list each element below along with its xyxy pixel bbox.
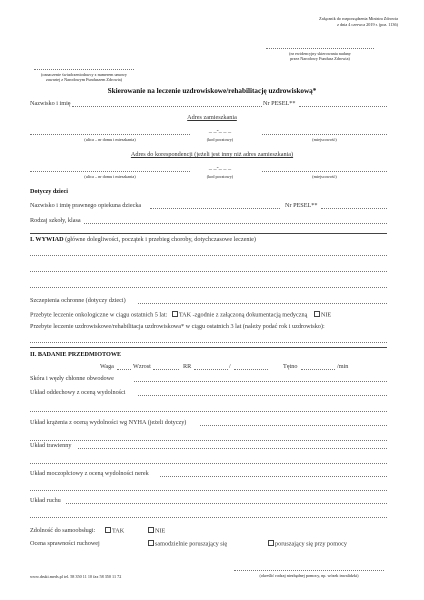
selfcare-no-option <box>148 527 165 535</box>
digestive-label: Układ trawienny <box>30 442 72 449</box>
oncology-label: Przebyte leczenie onkologiczne w ciągu ostatnich 5 lat: <box>30 311 168 319</box>
postcode-mask[interactable]: _ _-_ _ _ <box>208 127 232 134</box>
child-heading: Dotyczy dzieci <box>30 188 68 195</box>
skin-label: Skóra i węzły chłonne obwodowe <box>30 375 114 382</box>
school-label: Rodzaj szkoły, klasa <box>30 217 81 224</box>
patient-pesel-field[interactable] <box>299 106 387 107</box>
oncology-no-checkbox[interactable] <box>314 311 320 317</box>
oncology-row <box>30 311 331 319</box>
selfcare-yes-label: TAK <box>112 527 125 535</box>
guardian-field[interactable] <box>150 208 280 209</box>
mobility-opt2-checkbox[interactable] <box>268 540 274 546</box>
corr-city-field[interactable] <box>262 171 387 172</box>
city-field[interactable] <box>262 134 387 135</box>
height-field[interactable] <box>153 369 179 370</box>
circulatory-field[interactable] <box>200 425 387 426</box>
previous-treatment-field[interactable] <box>30 342 387 343</box>
footer-contact: www.druki.meds.pl tel. 58 350 11 10 fax 58 350 11 72 <box>30 574 122 579</box>
interview-line-3[interactable] <box>30 287 387 288</box>
height-label: Wzrost <box>133 363 151 370</box>
patient-pesel-label: Nr PESEL** <box>263 100 296 107</box>
corr-street-caption: (ulica – nr domu i mieszkania) <box>84 174 136 179</box>
selfcare-yes-option <box>105 527 124 535</box>
urogenital-field[interactable] <box>160 476 387 477</box>
patient-name-label: Nazwisko i imię <box>30 100 71 107</box>
guardian-label: Nazwisko i imię prawnego opiekuna dziecka <box>30 202 142 209</box>
nfz-caption-line1: (nr ewidencyjny skierowania nadany <box>289 51 351 56</box>
street-field[interactable] <box>30 134 190 135</box>
respiratory-label: Układ oddechowy z oceną wydolności <box>30 389 126 396</box>
annex-note-line2: z dnia 4 czerwca 2019 r. (poz. 1136) <box>337 22 398 27</box>
city-caption: (miejscowość) <box>312 137 337 142</box>
guardian-pesel-field[interactable] <box>321 208 387 209</box>
corr-postcode-caption: (kod pocztowy) <box>206 174 234 179</box>
urogenital-field-2[interactable] <box>30 490 387 491</box>
interview-heading-rest: (główne dolegliwości, początek i przebieg choroby, dotychczasowe leczenie) <box>65 236 256 243</box>
selfcare-label: Zdolność do samoobsługi: <box>30 527 96 534</box>
digestive-field-2[interactable] <box>30 463 387 464</box>
vaccination-field[interactable] <box>138 303 387 304</box>
previous-treatment-label: Przebyte leczenie uzdrowiskowe/rehabilitacja uzdrowiskowa* w ciągu ostatnich 3 lat (należy podać rok i uzdrowisko): <box>30 323 325 330</box>
form-title: Skierowanie na leczenie uzdrowiskowe/rehabilitację uzdrowiskową* <box>107 87 317 95</box>
rr-separator: / <box>229 363 231 370</box>
interview-heading <box>30 236 256 243</box>
mobility-opt2-label: poruszający się przy pomocy <box>275 540 347 548</box>
guardian-pesel-label: Nr PESEL** <box>285 202 318 209</box>
oncology-yes-label: TAK -zgodnie z załączoną dokumentacją medyczną <box>178 311 308 319</box>
aid-type-field[interactable] <box>234 570 384 571</box>
nfz-caption-line2: przez Narodowy Fundusz Zdrowia) <box>290 56 350 61</box>
patient-name-field[interactable] <box>72 106 262 107</box>
circulatory-field-2[interactable] <box>30 440 387 441</box>
address-heading: Adres zamieszkania <box>187 114 237 121</box>
pulse-unit: /min <box>337 363 349 370</box>
corr-street-field[interactable] <box>30 171 190 172</box>
corr-city-caption: (miejscowość) <box>312 174 337 179</box>
oncology-no-label: NIE <box>320 311 332 319</box>
circulatory-label: Układ krążenia z oceną wydolności wg NYHA (jeżeli dotyczy) <box>30 419 187 426</box>
pulse-field[interactable] <box>301 369 335 370</box>
correspondence-heading: Adres do korespondencji (jeżeli jest inny niż adres zamieszkania) <box>130 151 294 158</box>
nfz-number-line[interactable] <box>266 48 374 49</box>
section-divider-2 <box>30 347 387 348</box>
interview-line-1[interactable] <box>30 255 387 256</box>
section-divider-1 <box>30 233 387 234</box>
selfcare-no-checkbox[interactable] <box>148 527 154 533</box>
school-field[interactable] <box>84 223 387 224</box>
digestive-field[interactable] <box>78 448 387 449</box>
provider-stamp-line[interactable] <box>34 69 134 70</box>
stamp-caption-line1: (oznaczenie świadczeniodawcy z numerem umowy <box>40 72 128 77</box>
rr-systolic-field[interactable] <box>194 369 228 370</box>
interview-heading-bold: I. WYWIAD <box>30 236 64 243</box>
mobility-label: Ocena sprawności ruchowej <box>30 540 100 547</box>
interview-line-2[interactable] <box>30 271 387 272</box>
respiratory-field[interactable] <box>138 395 387 396</box>
aid-caption: (określić rodzaj niezbędnej pomocy, np. wózek inwalidzki) <box>259 573 359 578</box>
weight-label: Waga <box>100 363 114 370</box>
locomotor-field[interactable] <box>66 503 387 504</box>
urogenital-label: Układ moczopłciowy z oceną wydolności nerek <box>30 470 149 477</box>
mobility-opt1 <box>148 540 227 548</box>
weight-field[interactable] <box>117 369 131 370</box>
rr-label: RR <box>183 363 192 370</box>
oncology-yes-checkbox[interactable] <box>172 311 178 317</box>
selfcare-no-label: NIE <box>155 527 166 535</box>
vaccination-label: Szczepienia ochronne (dotyczy dzieci) <box>30 297 126 304</box>
pulse-label: Tętno <box>283 363 298 370</box>
respiratory-field-2[interactable] <box>30 411 387 412</box>
postcode-caption: (kod pocztowy) <box>206 137 234 142</box>
mobility-opt1-label: samodzielnie poruszający się <box>155 540 228 548</box>
selfcare-yes-checkbox[interactable] <box>105 527 111 533</box>
exam-heading: II. BADANIE PRZEDMIOTOWE <box>30 351 122 358</box>
skin-field[interactable] <box>134 381 387 382</box>
mobility-opt2 <box>268 540 347 548</box>
mobility-opt1-checkbox[interactable] <box>148 540 154 546</box>
rr-diastolic-field[interactable] <box>234 369 268 370</box>
stamp-caption-line2: zawartej z Narodowym Funduszem Zdrowia) <box>45 77 123 82</box>
corr-postcode-mask[interactable]: _ _-_ _ _ <box>208 164 232 171</box>
locomotor-field-2[interactable] <box>30 517 387 518</box>
street-caption: (ulica – nr domu i mieszkania) <box>84 137 136 142</box>
annex-note-line1: Załącznik do rozporządzenia Ministra Zdrowia <box>319 16 398 21</box>
locomotor-label: Układ ruchu <box>30 497 61 504</box>
